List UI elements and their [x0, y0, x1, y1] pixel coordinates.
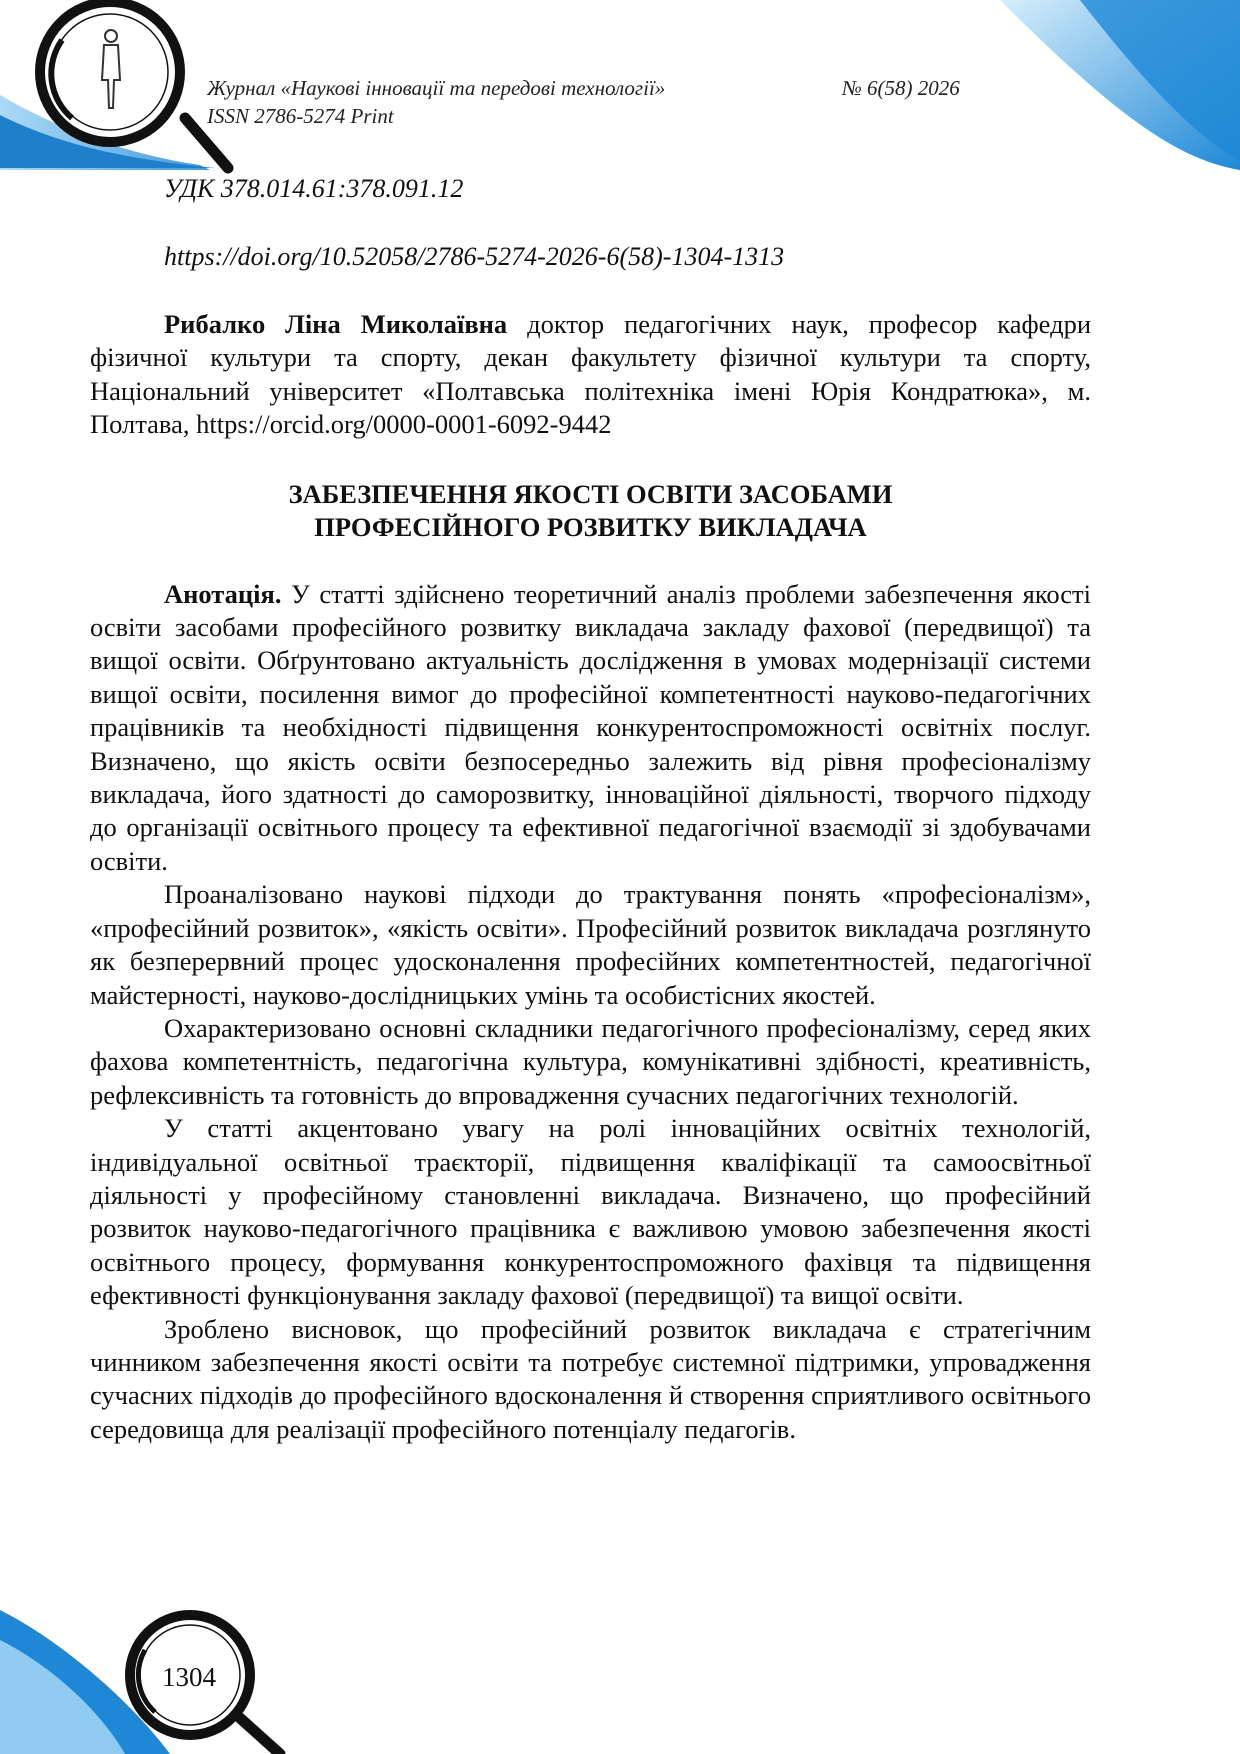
abstract-label: Анотація. — [164, 578, 282, 609]
doi-link[interactable]: https://doi.org/10.52058/2786-5274-2026-6(58)-1304-1313 — [164, 242, 785, 271]
abstract-paragraph-3: Охарактеризовано основні складники педагогічного професіоналізму, серед яких фахова компетентність, педагогічна культура, комунікативні здібності, креативність, рефлексивність та готовність до впровадження сучасних педагогічних технологій. — [90, 1012, 1091, 1110]
author-info — [90, 308, 1091, 442]
abstract-paragraph-4: У статті акцентовано увагу на ролі інноваційних освітніх технологій, індивідуальної освітньої траєкторії, підвищення кваліфікації та самоосвітньої діяльності у професійному становленні викладача. Визначено, що професійний розвиток науково-педагогічного працівника є важливою умовою забезпечення якості освітнього процесу, формування конкурентоспроможного фахівця та підвищення ефективності функціонування закладу фахової (передвищої) та вищої освіти. — [90, 1113, 1091, 1311]
abstract-paragraph-2: Проаналізовано наукові підходи до трактування понять «професіоналізм», «професійний розвиток», «якість освіти». Професійний розвиток викладача розглянуто як безперервний процес удосконалення професійних компетентностей, педагогічної майстерності, науково-дослідницьких умінь та особистісних якостей. — [90, 879, 1091, 1010]
article-title — [90, 478, 1091, 544]
page-number: 1304 — [162, 1662, 216, 1692]
running-header — [207, 74, 1007, 130]
author-name: Рибалко Ліна Миколаївна — [164, 309, 508, 339]
journal-title: Журнал «Наукові інновації та передові технології» — [207, 76, 666, 100]
title-line-2: ПРОФЕСІЙНОГО РОЗВИТКУ ВИКЛАДАЧА — [314, 511, 867, 542]
author-details: доктор педагогічних наук, професор кафедри фізичної культури та спорту, декан факультету фізичної культури та спорту, Національний університет «Полтавська політехніка імені Юрія Кондратюка», м. Полтава, https://orcid.org/0000-0001-6092-9442 — [90, 309, 1092, 440]
article-body — [90, 308, 1091, 1446]
journal-issn: ISSN 2786-5274 Print — [207, 104, 394, 128]
title-line-1: ЗАБЕЗПЕЧЕННЯ ЯКОСТІ ОСВІТИ ЗАСОБАМИ — [288, 478, 893, 509]
udk-code: УДК 378.014.61:378.091.12 — [164, 174, 464, 203]
journal-issue: № 6(58) 2026 — [842, 76, 960, 100]
abstract-paragraph-5: Зроблено висновок, що професійний розвиток викладача є стратегічним чинником забезпечення якості освіти та потребує системної підтримки, упровадження сучасних підходів до професійного вдосконалення й створення сприятливого освітнього середовища для реалізації професійного потенціалу педагогів. — [90, 1313, 1091, 1444]
abstract-paragraph-1: Анотація. У статті здійснено теоретичний аналіз проблеми забезпечення якості освіти засобами професійного розвитку викладача закладу фахової (передвищої) та вищої освіти. Обґрунтовано актуальність дослідження в умовах модернізації системи вищої освіти, посилення вимог до професійної компетентності науково-педагогічних працівників та необхідності підвищення конкурентоспроможності освітніх послуг. Визначено, що якість освіти безпосередньо залежить від рівня професіоналізму викладача, його здатності до саморозвитку, інноваційної діяльності, творчого підходу до організації освітнього процесу та ефективної педагогічної взаємодії зі здобувачами освіти. — [90, 578, 1091, 876]
